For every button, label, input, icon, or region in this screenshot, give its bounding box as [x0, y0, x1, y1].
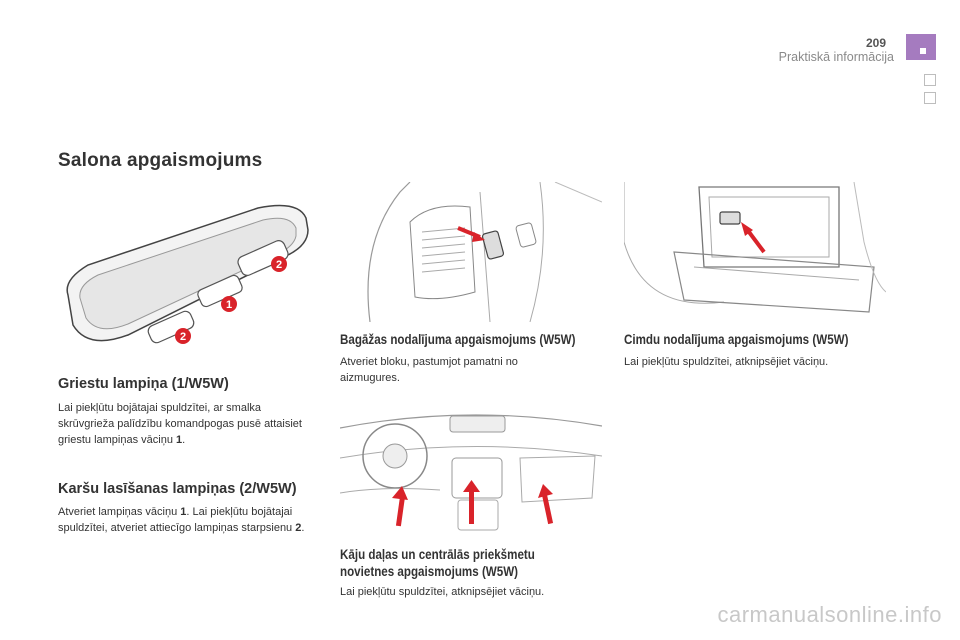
ceiling-lamp-text: Lai piekļūtu bojātajai spuldzītei, ar smalka skrūvgrieža palīdzību komandpogas pusē attaisiet griestu lampiņas vāciņu 1. — [58, 402, 302, 446]
callout-2-top: 2 — [275, 259, 283, 271]
section-title: Praktiskā informācija — [778, 50, 894, 64]
section-tab — [906, 34, 936, 60]
footer-watermark: carmanualsonline.info — [717, 602, 942, 627]
footwell-figure — [340, 398, 602, 536]
callout-2-bottom: 2 — [179, 331, 187, 343]
glovebox-lamp-text: Lai piekļūtu spuldzītei, atknipsējiet vāciņu. — [624, 356, 829, 368]
glovebox-figure — [624, 182, 886, 322]
footwell-lamp-text: Lai piekļūtu spuldzītei, atknipsējiet vāciņu. — [340, 586, 545, 598]
nav-square-icon — [924, 92, 936, 104]
page-title: Salona apgaismojums — [58, 150, 263, 171]
footwell-lamp-heading: Kāju daļas un centrālās priekšmetu novietnes apgaismojums (W5W) — [340, 547, 535, 579]
page-number: 209 — [865, 36, 886, 50]
ceiling-lamp-heading: Griestu lampiņa (1/W5W) — [58, 376, 229, 392]
nav-square-icon — [924, 74, 936, 86]
ceiling-lamp-figure — [58, 200, 314, 350]
callout-1: 1 — [225, 299, 233, 311]
map-lamp-text: Atveriet lampiņas vāciņu 1. Lai piekļūtu bojātajai spuldzītei, atveriet attiecīgo lampiņas starpsienu 2. — [58, 506, 305, 534]
boot-lamp-text: Atveriet bloku, pastumjot pamatni no aizmugures. — [340, 356, 518, 384]
map-lamp-heading: Karšu lasīšanas lampiņas (2/W5W) — [58, 481, 297, 497]
glovebox-lamp-heading: Cimdu nodalījuma apgaismojums (W5W) — [624, 332, 849, 347]
boot-figure — [340, 182, 602, 322]
boot-lamp-heading: Bagāžas nodalījuma apgaismojums (W5W) — [340, 332, 576, 347]
